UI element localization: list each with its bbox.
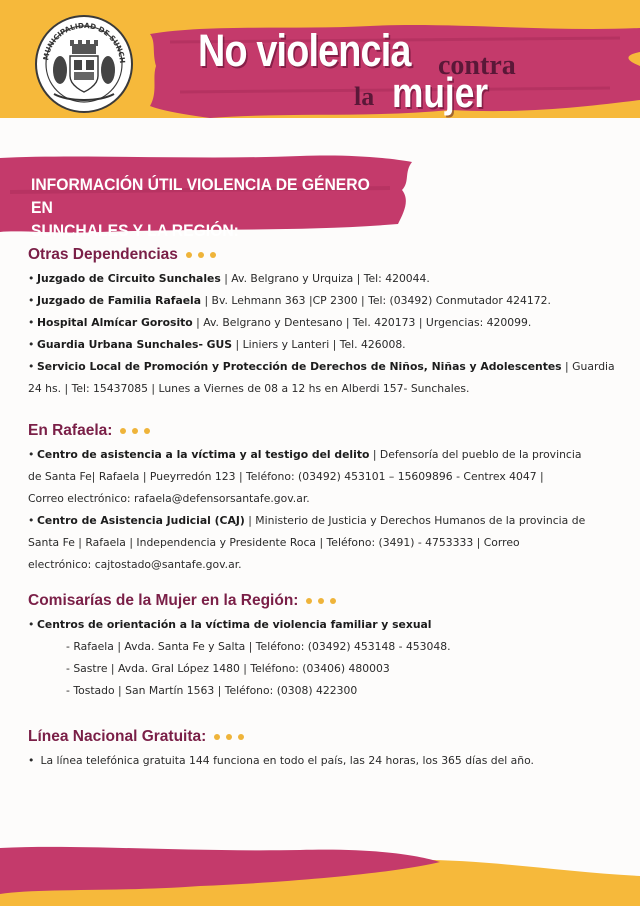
title-contra: contra bbox=[438, 50, 516, 81]
sub-item-sastre: - Sastre | Avda. Gral López 1480 | Teléfono: (03406) 480003 bbox=[66, 662, 390, 676]
list-item: • Juzgado de Circuito Sunchales | Av. Belgrano y Urquiza | Tel: 420044. bbox=[28, 272, 430, 286]
svg-text:MUNICIPALIDAD DE SUNCHALES: MUNICIPALIDAD DE SUNCH bbox=[41, 20, 128, 64]
list-item: • Centros de orientación a la víctima de violencia familiar y sexual bbox=[28, 618, 432, 632]
section-title: En Rafaela: bbox=[28, 422, 618, 440]
list-item: • Guardia Urbana Sunchales- GUS | Liniers y Lanteri | Tel. 426008. bbox=[28, 338, 406, 352]
dots-decoration bbox=[214, 728, 250, 746]
section-title: Otras Dependencias bbox=[28, 246, 618, 264]
title-la: la bbox=[354, 82, 375, 111]
list-item: • Centro de Asistencia Judicial (CAJ) | Ministerio de Justicia y Derechos Humanos de la provincia de bbox=[28, 514, 586, 528]
section-otras-dependencias bbox=[28, 246, 618, 400]
info-banner-title bbox=[31, 174, 392, 243]
list-item: • La línea telefónica gratuita 144 funciona en todo el país, las 24 horas, los 365 días del año. bbox=[28, 754, 534, 768]
list-item: • Juzgado de Familia Rafaela | Bv. Lehmann 363 |CP 2300 | Tel: (03492) Conmutador 424172. bbox=[28, 294, 551, 308]
title-mujer: mujer bbox=[392, 69, 489, 116]
email-text: Correo electrónico: rafaela@defensorsantafe.gov.ar. bbox=[28, 492, 310, 506]
list-item: • Hospital Almícar Gorosito | Av. Belgrano y Dentesano | Tel. 420173 | Urgencias: 420099. bbox=[28, 316, 532, 330]
dots-decoration bbox=[186, 246, 222, 264]
section-linea-nacional bbox=[28, 728, 618, 772]
section-title: Comisarías de la Mujer en la Región: bbox=[28, 592, 618, 610]
banner-line-2: SUNCHALES Y LA REGIÓN: bbox=[31, 222, 239, 240]
section-en-rafaela bbox=[28, 422, 618, 576]
email-text: electrónico: cajtostado@santafe.gov.ar. bbox=[28, 558, 242, 572]
title-no-violencia: No violencia bbox=[198, 25, 411, 76]
list-item: • Centro de asistencia a la víctima y al testigo del delito | Defensoría del pueblo de la provincia bbox=[28, 448, 582, 462]
list-item-continuation: Santa Fe | Rafaela | Independencia y Presidente Roca | Teléfono: (3491) - 4753333 | Correo bbox=[28, 536, 520, 550]
sub-item-rafaela: - Rafaela | Avda. Santa Fe y Salta | Teléfono: (03492) 453148 - 453048. bbox=[66, 640, 451, 654]
footer-brush bbox=[0, 842, 640, 906]
sub-item-tostado: - Tostado | San Martín 1563 | Teléfono: (0308) 422300 bbox=[66, 684, 358, 698]
list-item: • Servicio Local de Promoción y Protección de Derechos de Niños, Niñas y Adolescentes | Guardia bbox=[28, 360, 615, 374]
section-comisarias bbox=[28, 592, 618, 702]
list-item-continuation: 24 hs. | Tel: 15437085 | Lunes a Viernes de 08 a 12 hs en Alberdi 157- Sunchales. bbox=[28, 382, 470, 396]
list-item-continuation: de Santa Fe| Rafaela | Pueyrredón 123 | Teléfono: (03492) 453101 – 15609896 - Centrex 4047 | bbox=[28, 470, 544, 484]
municipal-seal-logo bbox=[34, 14, 134, 114]
dots-decoration bbox=[306, 592, 342, 610]
banner-line-1: INFORMACIÓN ÚTIL VIOLENCIA DE GÉNERO EN bbox=[31, 176, 370, 217]
section-title: Línea Nacional Gratuita: bbox=[28, 728, 618, 746]
dots-decoration bbox=[120, 422, 156, 440]
